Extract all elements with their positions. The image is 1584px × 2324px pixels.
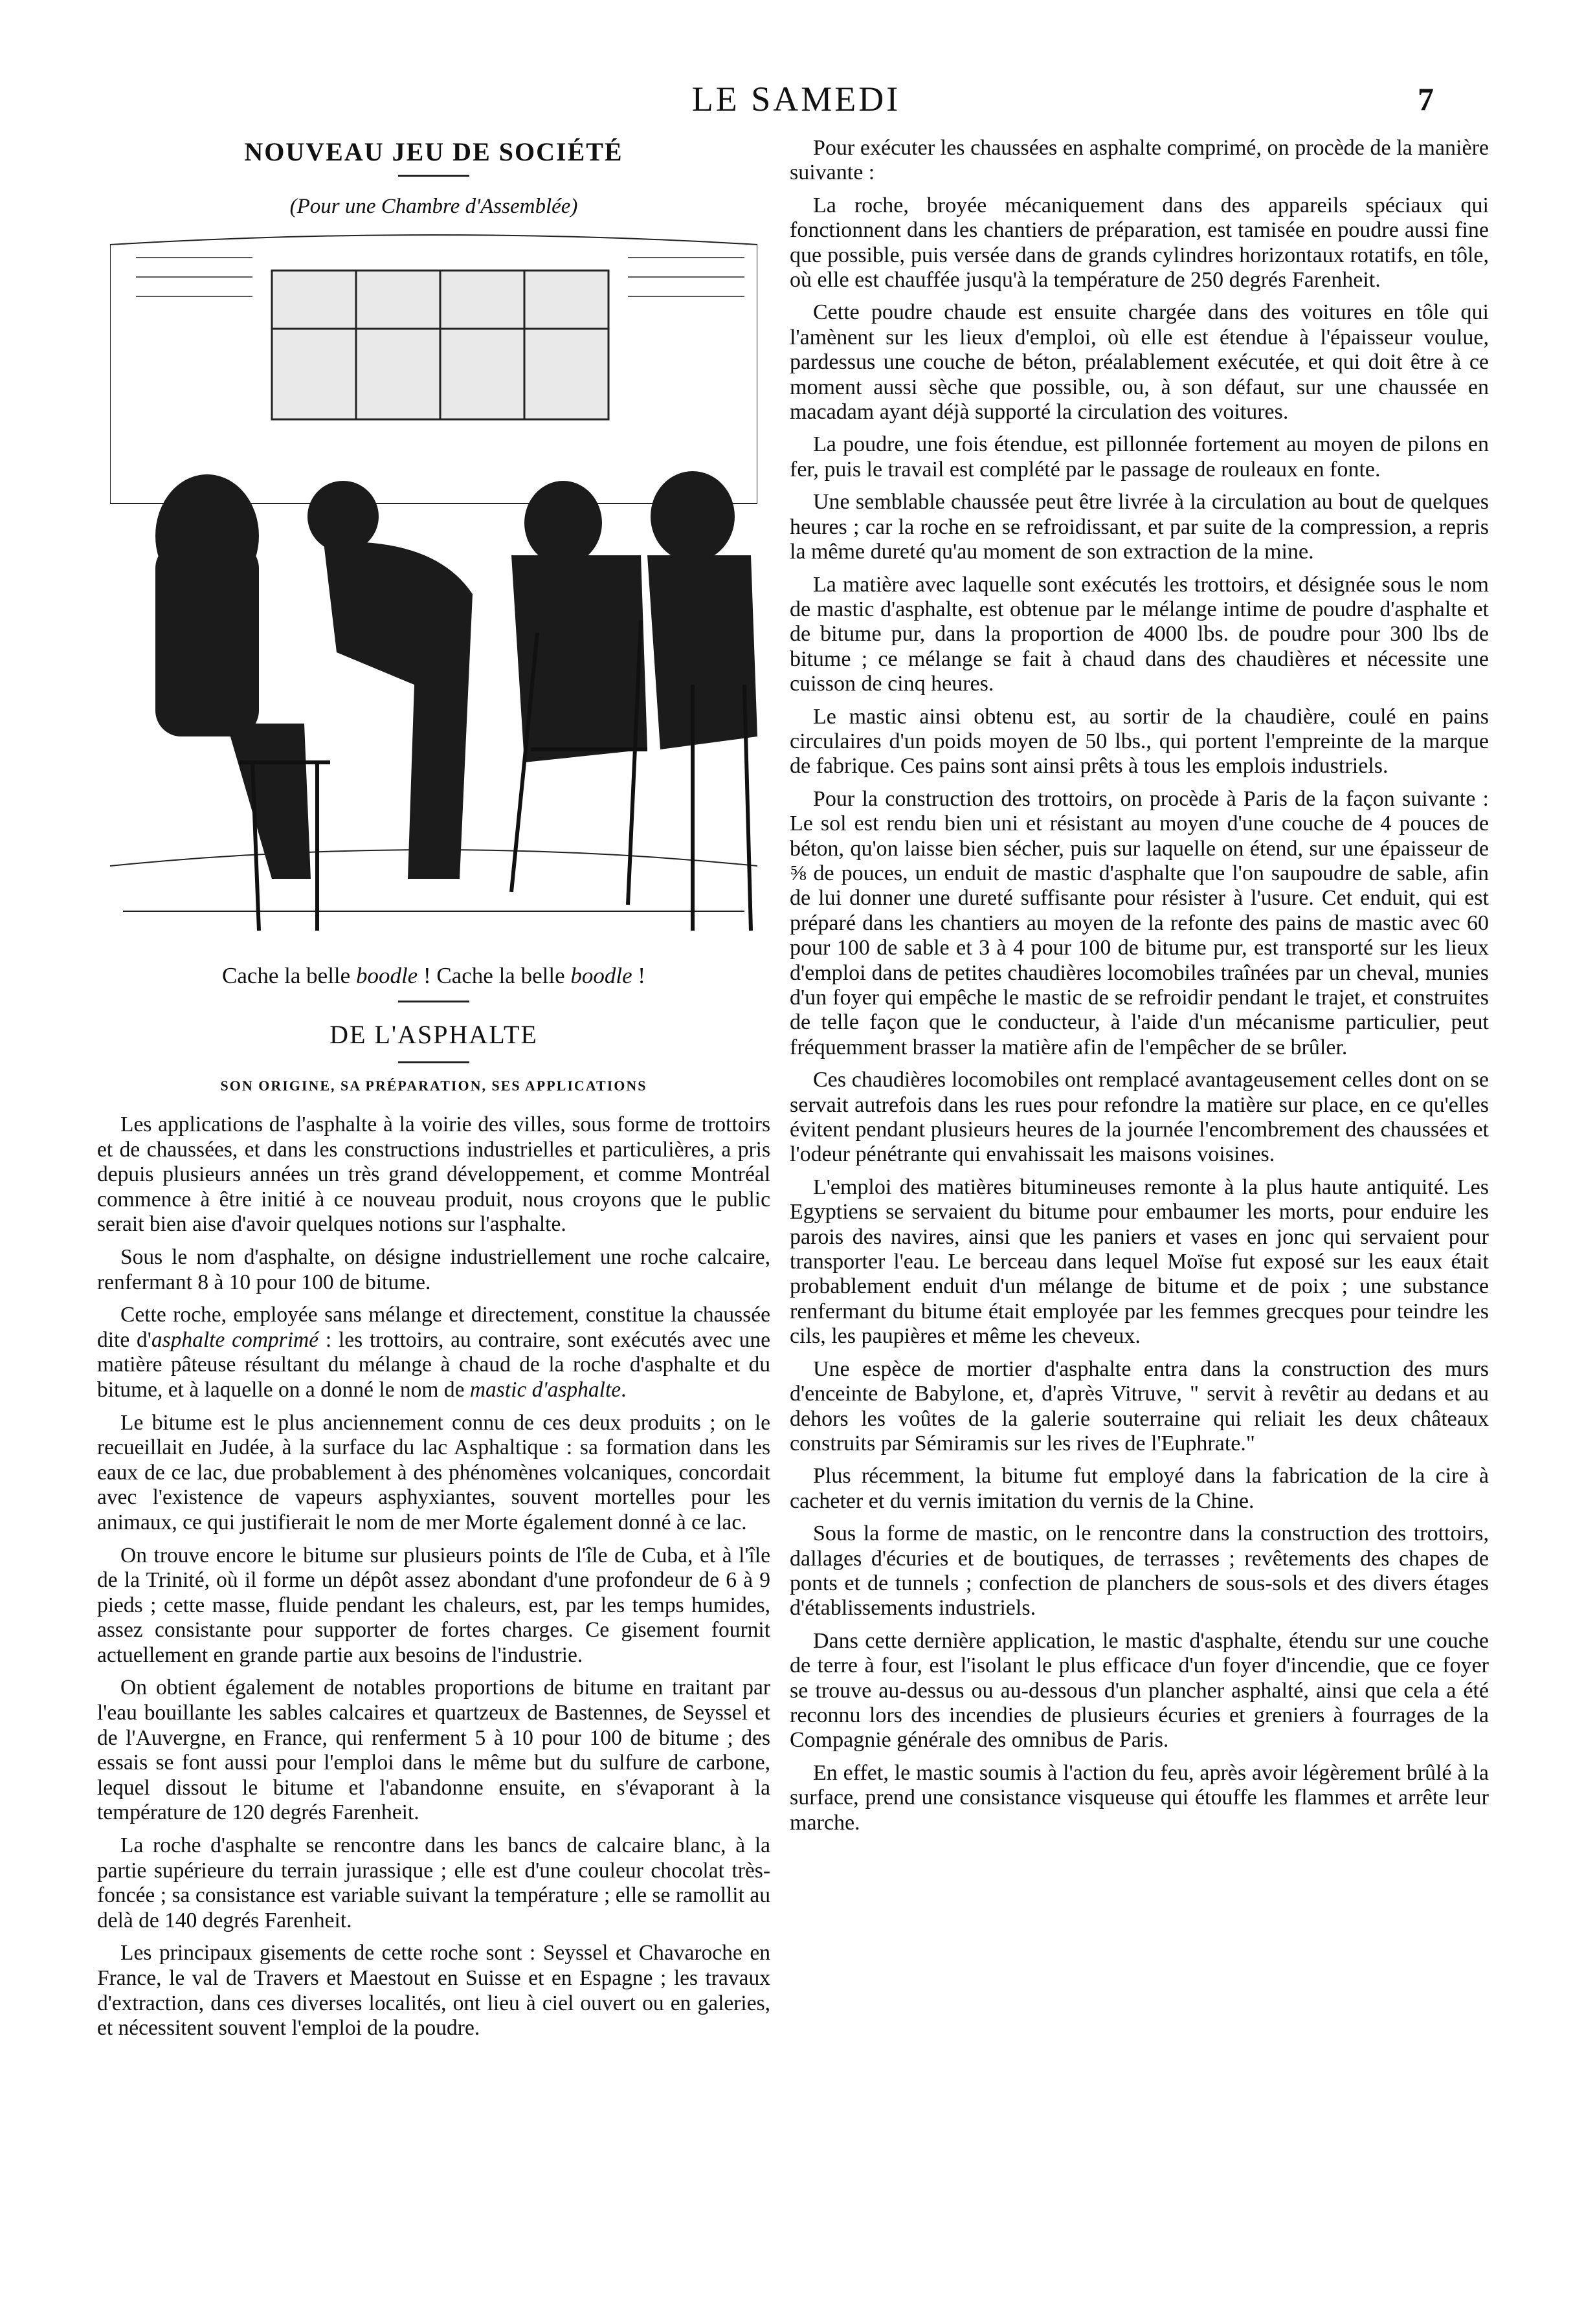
paragraph: Une espèce de mortier d'asphalte entra dans la construction des murs d'enceinte de Babylone, et, d'après Vitruve, " servit à revêtir au dedans et au dehors les voûtes de la galerie souterraine qui reliait les deux châteaux construits par Sémiramis sur les rives de l'Euphrate." <box>790 1356 1489 1455</box>
paragraph: La roche, broyée mécaniquement dans des appareils spéciaux qui fonctionnent dans les chantiers de préparation, est tamisée en poudre aussi fine que possible, puis versée dans de grands cylindres horizontaux rotatifs, en tôle, où elle est chauffée jusqu'à la température de 250 degrés Farenheit. <box>790 193 1489 293</box>
paragraph: Le bitume est le plus anciennement connu de ces deux produits ; on le recueillait en Judée, à la surface du lac Asphaltique : sa formation dans les eaux de ce lac, due probablement à des phénomènes volcaniques, concordait avec l'existence de vapeurs asphyxiantes, souvent mortelles pour les animaux, ce qui justifierait le nom de mer Morte également donné à ce lac. <box>97 1410 770 1534</box>
paragraph: La roche d'asphalte se rencontre dans les bancs de calcaire blanc, à la partie supérieure du terrain jurassique ; elle est d'une couleur chocolat très-foncée ; sa consistance est variable suivant la température ; elle se ramollit au delà de 140 degrés Farenheit. <box>97 1833 770 1932</box>
engraving-illustration <box>110 232 757 944</box>
right-column <box>790 136 1489 1843</box>
seated-man-center <box>524 481 602 565</box>
text-emphasis: asphalte comprimé <box>151 1327 319 1352</box>
section-rule <box>398 1061 469 1063</box>
paragraph: Ces chaudières locomobiles ont remplacé avantageusement celles dont on se servait autrefois dans les rues pour refondre la matière sur place, en ce qu'elles évitent pendant plusieurs heures de la journée l'encombrement des chaussées et l'odeur pénétrante qui envahissait les maisons voisines. <box>790 1068 1489 1167</box>
paragraph: Dans cette dernière application, le mastic d'asphalte, étendu sur une couche de terre à four, est l'isolant le plus efficace d'un foyer d'incendie, que ce foyer se trouve au-dessus ou au-dessous d'un plancher asphalté, ainsi que cela a été reconnu lors des incendies de plusieurs écuries et greniers à fourrages de la Compagnie générale des omnibus de Paris. <box>790 1628 1489 1753</box>
caption-emphasis: boodle <box>570 963 632 988</box>
text-run: Cette roche, employée sans mélange et directement, constitue la chaussée dite d' <box>97 1303 770 1352</box>
paragraph: On trouve encore le bitume sur plusieurs points de l'île de Cuba, et à l'île de la Trinité, où il forme un dépôt assez abondant d'une profondeur de 6 à 9 pieds ; cette masse, fluide pendant les chaleurs, est, par les temps humides, assez consistante pour supporter de fortes charges. Ce gisement fournit actuellement en grande partie aux besoins de l'industrie. <box>97 1543 770 1667</box>
seated-man-right <box>651 471 735 562</box>
section-title: DE L'ASPHALTE <box>329 1020 538 1049</box>
paragraph: On obtient également de notables proportions de bitume en traitant par l'eau bouillante les sables calcaires et quartzeux de Bastennes, de Seyssel et de l'Auvergne, en France, qui renferment 5 à 10 pour 100 de bitume ; des essais se font aussi pour l'emploi dans le même but du sulfure de carbone, lequel dissout le bitume et l'abandonne ensuite, en s'évaporant à la température de 120 degrés Farenheit. <box>97 1676 770 1825</box>
illustration-caption <box>97 963 770 989</box>
text-run: . <box>621 1377 627 1402</box>
page-number: 7 <box>1418 81 1434 117</box>
article-subtitle: (Pour une Chambre d'Assemblée) <box>289 195 578 218</box>
caption-part: ! Cache la belle <box>418 963 571 988</box>
paragraph: Le mastic ainsi obtenu est, au sortir de la chaudière, coulé en pains circulaires d'un poids moyen de 50 lbs., qui portent l'empreinte de la marque de fabrique. Ces pains sont ainsi prêts à tous les emplois industriels. <box>790 704 1489 779</box>
caption-emphasis: boodle <box>355 963 418 988</box>
caption-part: Cache la belle <box>221 963 356 988</box>
paragraph: La matière avec laquelle sont exécutés les trottoirs, et désignée sous le nom de mastic d'asphalte, est obtenue par le mélange intime de poudre d'asphalte et de bitume pur, dans la proportion de 4000 lbs. de poudre pour 300 lbs de bitume ; ce mélange se fait à chaud dans des chaudières et nécessite une cuisson de cinq heures. <box>790 572 1489 696</box>
paragraph: Les applications de l'asphalte à la voirie des villes, sous forme de trottoirs et de chaussées, et dans les constructions industrielles et particulières, a pris depuis plusieurs années un très grand développement, et comme Montréal commence à être initié à ce nouveau produit, nous croyons que le public serait bien aise d'avoir quelques notions sur l'asphalte. <box>97 1112 770 1237</box>
paragraph: Une semblable chaussée peut être livrée à la circulation au bout de quelques heures ; car la roche en se refroidissant, et par suite de la compression, a repris la même dureté qu'au moment de son extraction de la mine. <box>790 490 1489 564</box>
bending-man <box>307 481 379 552</box>
paragraph: Pour la construction des trottoirs, on procède à Paris de la façon suivante : Le sol est rendu bien uni et résistant au moyen d'une couche de 4 pouces de béton, qu'on laisse bien sécher, puis sur laquelle on étend, sur une épaisseur de ⅝ de pouces, un enduit de mastic d'asphalte que l'on saupoudre de sable, afin de lui donner une dureté suffisante pour résister à l'usure. Cet enduit, qui est préparé dans les chantiers au moyen de la refonte des pains de mastic avec 60 pour 100 de sable et 3 à 4 pour 100 de bitume pur, est transporté sur les lieux d'emploi dans de petites chaudières locomobiles traînées par un cheval, munies d'un foyer qui empêche le mastic de se refroidir pendant le trajet, et construites de telle façon que le conducteur, à l'aide d'un mécanisme particulier, peut fréquemment brasser la matière afin de l'empêcher de se brûler. <box>790 786 1489 1059</box>
article-title: NOUVEAU JEU DE SOCIÉTÉ <box>244 137 623 166</box>
left-column <box>97 136 770 2049</box>
caption-part: ! <box>632 963 646 988</box>
paragraph: Cette poudre chaude est ensuite chargée dans des voitures en tôle qui l'amènent sur les lieux d'emploi, où elle est étendue à l'épaisseur voulue, pardessus une couche de béton, préalablement exécutée, et qui doit être à ce moment aussi sèche que possible, ou, à son défaut, sur une chaussée en macadam ayant déjà supporté la circulation des voitures. <box>790 300 1489 425</box>
masthead-title: LE SAMEDI <box>691 80 901 118</box>
paragraph: L'emploi des matières bitumineuses remonte à la plus haute antiquité. Les Egyptiens se servaient du bitume pour embaumer les morts, pour enduire les parois des navires, ainsi que les paniers et vases en jonc qui servaient pour transporter l'eau. Le berceau dans lequel Moïse fut exposé sur les eaux était probablement enduit d'un mélange de bitume et de poix ; une substance renfermant du bitume était employée par les femmes grecques pour teindre les cils, les paupières et même les cheveux. <box>790 1175 1489 1349</box>
paragraph: En effet, le mastic soumis à l'action du feu, après avoir légèrement brûlé à la surface, prend une consistance visqueuse qui étouffe les flammes et arrête leur marche. <box>790 1760 1489 1835</box>
paragraph: Pour exécuter les chaussées en asphalte comprimé, on procède de la manière suivante : <box>790 136 1489 185</box>
paragraph: Les principaux gisements de cette roche sont : Seyssel et Chavaroche en France, le val de Travers et Maestout en Suisse et en Espagne ; les travaux d'extraction, dans ces diverses localités, ont lieu à ciel ouvert ou en galeries, et nécessitent souvent l'emploi de la poudre. <box>97 1941 770 2041</box>
paragraph <box>97 1303 770 1402</box>
paragraph: Sous la forme de mastic, on le rencontre dans la construction des trottoirs, dallages d'écuries et de boutiques, de terrasses ; revêtements des chapes de ponts et de tunnels ; confection de planchers de sous-sols et des divers étages d'établissements industriels. <box>790 1522 1489 1621</box>
text-run: : les trottoirs, au contraire, sont exécutés avec une matière pâteuse résultant du mélange à chaud de la roche d'asphalte et du bitume, et à laquelle on a donné le nom de <box>97 1327 771 1402</box>
paragraph: Sous le nom d'asphalte, on désigne industriellement une roche calcaire, renfermant 8 à 10 pour 100 de bitume. <box>97 1245 770 1294</box>
caption-rule <box>398 1001 469 1002</box>
paragraph: Plus récemment, la bitume fut employé dans la fabrication de la cire à cacheter et du vernis imitation du vernis de la Chine. <box>790 1464 1489 1513</box>
text-emphasis: mastic d'asphalte <box>469 1377 621 1402</box>
running-head <box>0 76 1584 128</box>
section-subtitle: SON ORIGINE, SA PRÉPARATION, SES APPLICATIONS <box>220 1078 647 1094</box>
title-rule <box>398 175 469 177</box>
paragraph: La poudre, une fois étendue, est pillonnée fortement au moyen de pilons en fer, puis le travail est complété par le passage de rouleaux en fonte. <box>790 432 1489 481</box>
